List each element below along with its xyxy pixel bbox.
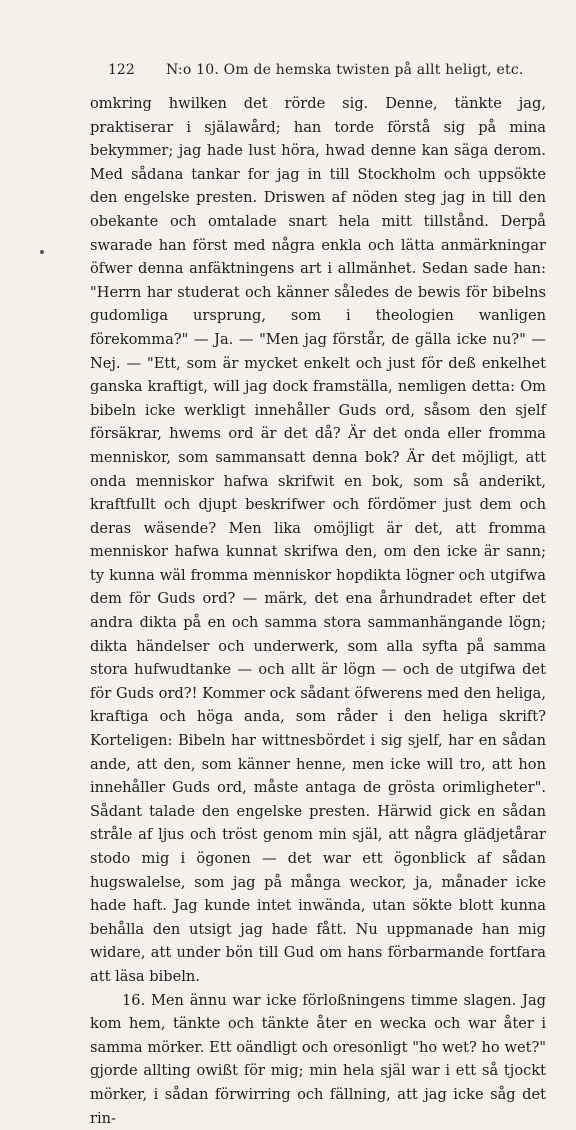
paragraph: omkring hwilken det rörde sig. Denne, tänkte jag, praktiserar i själawård; han torde förstå sig på mina bekymmer; jag hade lust höra, hwad denne kan säga derom. Med sådana tankar for jag in till Stockholm och uppsökte den engelske presten. Driswen af nöden steg jag in till den obekante och omtalade snart hela mitt tillstånd. Derpå swarade han först med några enkla och lätta anmärkningar öfwer denna anfäktningens art i allmänhet. Sedan sade han: "Herrn har studerat och känner således de bewis för bibelns gudomliga ursprung, som i theologien wanligen förekomma?" — Ja. — "Men jag förstår, de gälla icke nu?" — Nej. — "Ett, som är mycket enkelt och just för deß enkelhet ganska kraftigt, will jag dock framställa, nemligen detta: Om bibeln icke werkligt innehåller Guds ord, såsom den sjelf försäkrar, hwems ord är det då? Är det onda eller fromma menniskor, som sammansatt denna bok? Är det möjligt, att onda menniskor hafwa skrifwit en bok, som så anderikt, kraftfullt och djupt beskrifwer och fördömer just dem och deras wäsende? Men lika omöjligt är det, att fromma menniskor hafwa kunnat skrifwa den, om den icke är sann; ty kunna wäl fromma menniskor hopdikta lögner och utgifwa dem för Guds ord? — märk, det ena århundradet efter det andra dikta på en och samma stora sammanhängande lögn; dikta händelser och underwerk, som alla syfta på samma stora hufwudtanke — och allt är lögn — och de utgifwa det för Guds ord?! Kommer ock sådant öfwerens med den heliga, kraftiga och höga anda, som råder i den heliga skrift? Korteligen: Bibeln har wittnesbördet i sig sjelf, har en sådan ande, att den, som känner henne, men icke will tro, att hon innehåller Guds ord, måste antaga de grösta orimligheter". Sådant talade den engelske presten. Härwid gick en sådan stråle af ljus och tröst genom min själ, att några glädjetårar stodo mig i ögonen — det war ett ögonblick af sådan hugswalelse, som jag på många weckor, ja, månader icke hade haft. Jag kunde intet inwända, utan sökte blott kunna behålla den utsigt jag hade fått. Nu uppmanade han mig widare, att under bön till Gud om hans förbarmande fortfara att läsa bibeln. <box>90 95 546 985</box>
body-text <box>90 92 546 1130</box>
page-header <box>108 62 548 78</box>
running-title: N:o 10. Om de hemska twisten på allt heligt, etc. <box>166 62 524 78</box>
margin-mark <box>40 250 44 254</box>
paragraph: 16. Men ännu war icke förloßningens timme slagen. Jag kom hem, tänkte och tänkte åter en wecka och war åter i samma mörker. Ett oändligt och oresonligt "ho wet? ho wet?" gjorde allting owißt för mig; min hela själ war i ett så tjockt mörker, i sådan förwirring och fällning, att jag icke såg det rin- <box>90 991 546 1127</box>
page-number: 122 <box>108 62 135 78</box>
